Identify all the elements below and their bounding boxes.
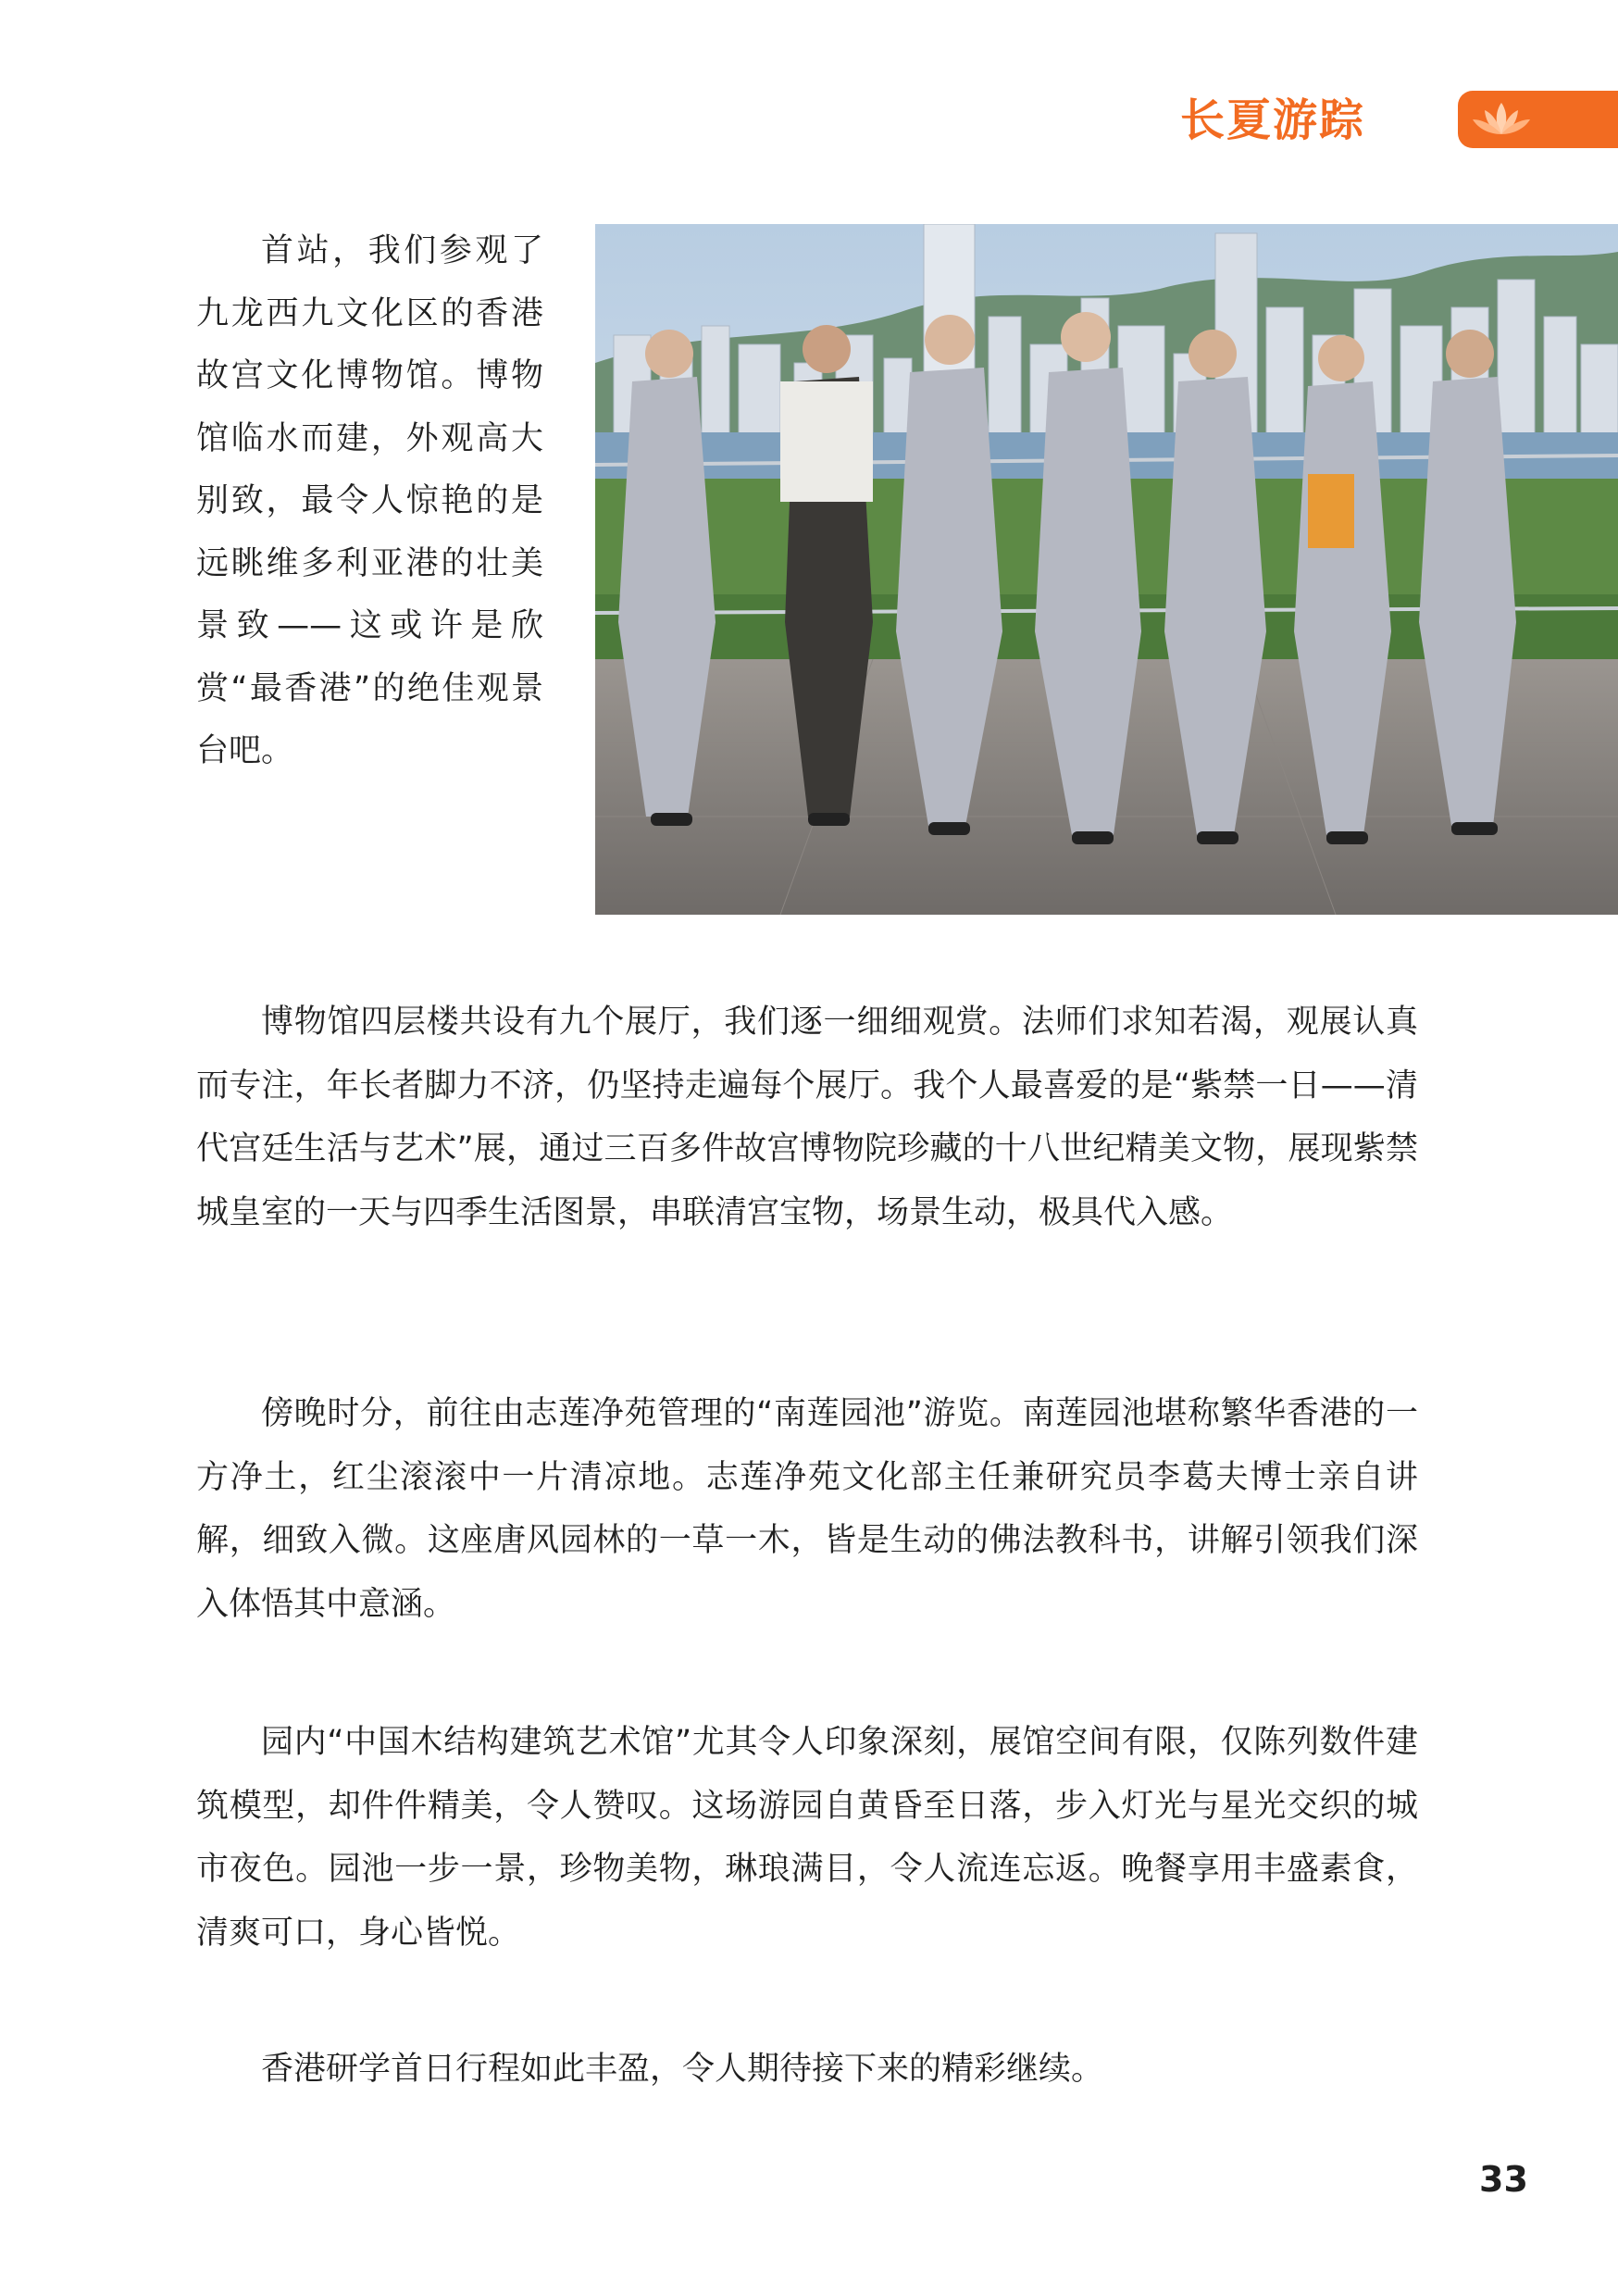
body-paragraph: 园内“中国木结构建筑艺术馆”尤其令人印象深刻，展馆空间有限，仅陈列数件建筑模型，却件件精美，令人赞叹。这场游园自黄昏至日落，步入灯光与星光交织的城市夜色。园池一步一景，珍物美物，琳琅满目，令人流连忘返。晚餐享用丰盛素食，清爽可口，身心皆悦。 bbox=[196, 1724, 1418, 1952]
intro-paragraph: 首站，我们参观了九龙西九文化区的香港故宫文化博物馆。博物馆临水而建，外观高大别致，最令人惊艳的是远眺维多利亚港的壮美景致——这或许是欣赏“最香港”的绝佳观景台吧。 bbox=[196, 232, 543, 769]
body-paragraph: 博物馆四层楼共设有九个展厅，我们逐一细细观赏。法师们求知若渴，观展认真而专注，年长者脚力不济，仍坚持走遍每个展厅。我个人最喜爱的是“紫禁一日——清代宫廷生活与艺术”展，通过三百多件故宫博物院珍藏的十八世纪精美文物，展现紫禁城皇室的一天与四季生活图景，串联清宫宝物，场景生动，极具代入感。 bbox=[196, 1004, 1418, 1231]
body-paragraph: 傍晚时分，前往由志莲净苑管理的“南莲园池”游览。南莲园池堪称繁华香港的一方净土，红尘滚滚中一片清凉地。志莲净苑文化部主任兼研究员李葛夫博士亲自讲解，细致入微。这座唐风园林的一草一木，皆是生动的佛法教科书，讲解引领我们深入体悟其中意涵。 bbox=[196, 1395, 1418, 1623]
group-photo bbox=[595, 224, 1618, 915]
section-tab bbox=[1458, 91, 1618, 148]
body-paragraph: 香港研学首日行程如此丰盈，令人期待接下来的精彩继续。 bbox=[261, 2051, 1104, 2088]
lotus-icon bbox=[1469, 99, 1534, 140]
page-number: 33 bbox=[1479, 2159, 1528, 2200]
section-title: 长夏游踪 bbox=[1180, 94, 1366, 146]
